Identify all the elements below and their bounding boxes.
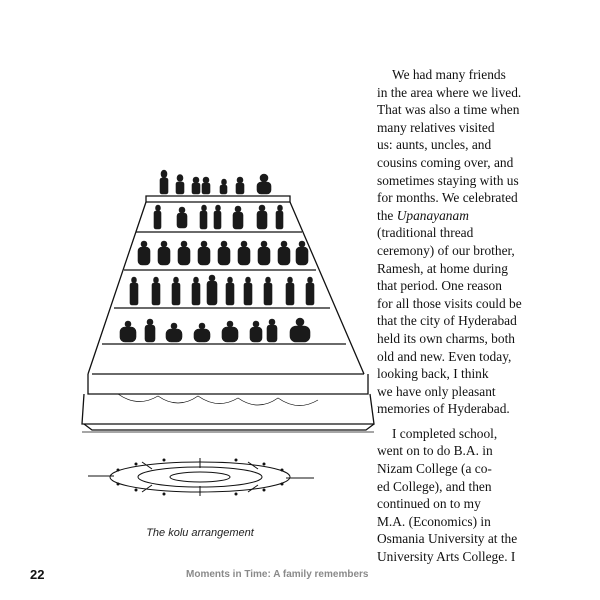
text-line — [377, 189, 547, 207]
text-segment: looking back, I think — [377, 366, 489, 382]
text-segment: (traditional thread — [377, 225, 474, 241]
text-line — [377, 154, 547, 172]
text-segment: ceremony) of our brother, — [377, 242, 515, 258]
body-paragraph — [377, 425, 547, 566]
text-segment: M.A. (Economics) in — [377, 513, 491, 529]
text-line — [377, 277, 547, 295]
text-segment: the — [377, 207, 397, 223]
text-line — [377, 548, 547, 566]
body-paragraph — [377, 66, 547, 418]
text-line — [377, 295, 547, 313]
kolu-illustration — [78, 162, 378, 522]
text-segment: Nizam College (a co- — [377, 461, 492, 477]
text-segment: ed College), and then — [377, 478, 492, 494]
text-line — [377, 224, 547, 242]
text-segment: many relatives visited — [377, 119, 495, 135]
text-line — [377, 66, 547, 84]
text-line — [377, 478, 547, 496]
text-line — [377, 101, 547, 119]
text-segment: Ramesh, at home during — [377, 260, 508, 276]
text-line — [377, 530, 547, 548]
text-segment: cousins coming over, and — [377, 154, 514, 170]
text-segment: old and new. Even today, — [377, 348, 512, 364]
text-line — [377, 84, 547, 102]
text-line — [377, 425, 547, 443]
text-line — [377, 400, 547, 418]
illustration-caption: The kolu arrangement — [146, 527, 254, 539]
text-segment: sometimes staying with us — [377, 172, 519, 188]
text-segment: continued on to my — [377, 496, 481, 512]
text-segment: University Arts College. I — [377, 549, 516, 565]
text-segment: We had many friends — [392, 67, 506, 82]
text-line — [377, 513, 547, 531]
body-text-column — [377, 66, 547, 566]
text-line — [377, 348, 547, 366]
text-segment: went on to do B.A. in — [377, 443, 493, 459]
text-line — [377, 365, 547, 383]
page-number: 22 — [30, 567, 45, 582]
text-line — [377, 260, 547, 278]
text-segment: for all those visits could be — [377, 295, 522, 311]
text-line — [377, 383, 547, 401]
text-line — [377, 312, 547, 330]
text-segment: that the city of Hyderabad — [377, 313, 517, 329]
text-line — [377, 330, 547, 348]
text-segment: held its own charms, both — [377, 330, 515, 346]
text-line — [377, 495, 547, 513]
text-segment: us: aunts, uncles, and — [377, 137, 492, 153]
text-segment: for months. We celebrated — [377, 190, 518, 206]
text-line — [377, 136, 547, 154]
text-segment: in the area where we lived. — [377, 84, 522, 100]
text-segment: I completed school, — [392, 425, 498, 441]
text-line — [377, 460, 547, 478]
text-segment: that period. One reason — [377, 278, 502, 294]
text-segment: That was also a time when — [377, 102, 520, 118]
text-segment: memories of Hyderabad. — [377, 401, 510, 417]
text-line — [377, 119, 547, 137]
text-segment: Upanayanam — [396, 207, 469, 223]
running-footer: Moments in Time: A family remembers — [186, 569, 369, 580]
text-line — [377, 242, 547, 260]
text-line — [377, 442, 547, 460]
text-segment: Osmania University at the — [377, 531, 518, 547]
text-line — [377, 172, 547, 190]
text-line — [377, 207, 547, 225]
text-segment: we have only pleasant — [377, 383, 496, 399]
